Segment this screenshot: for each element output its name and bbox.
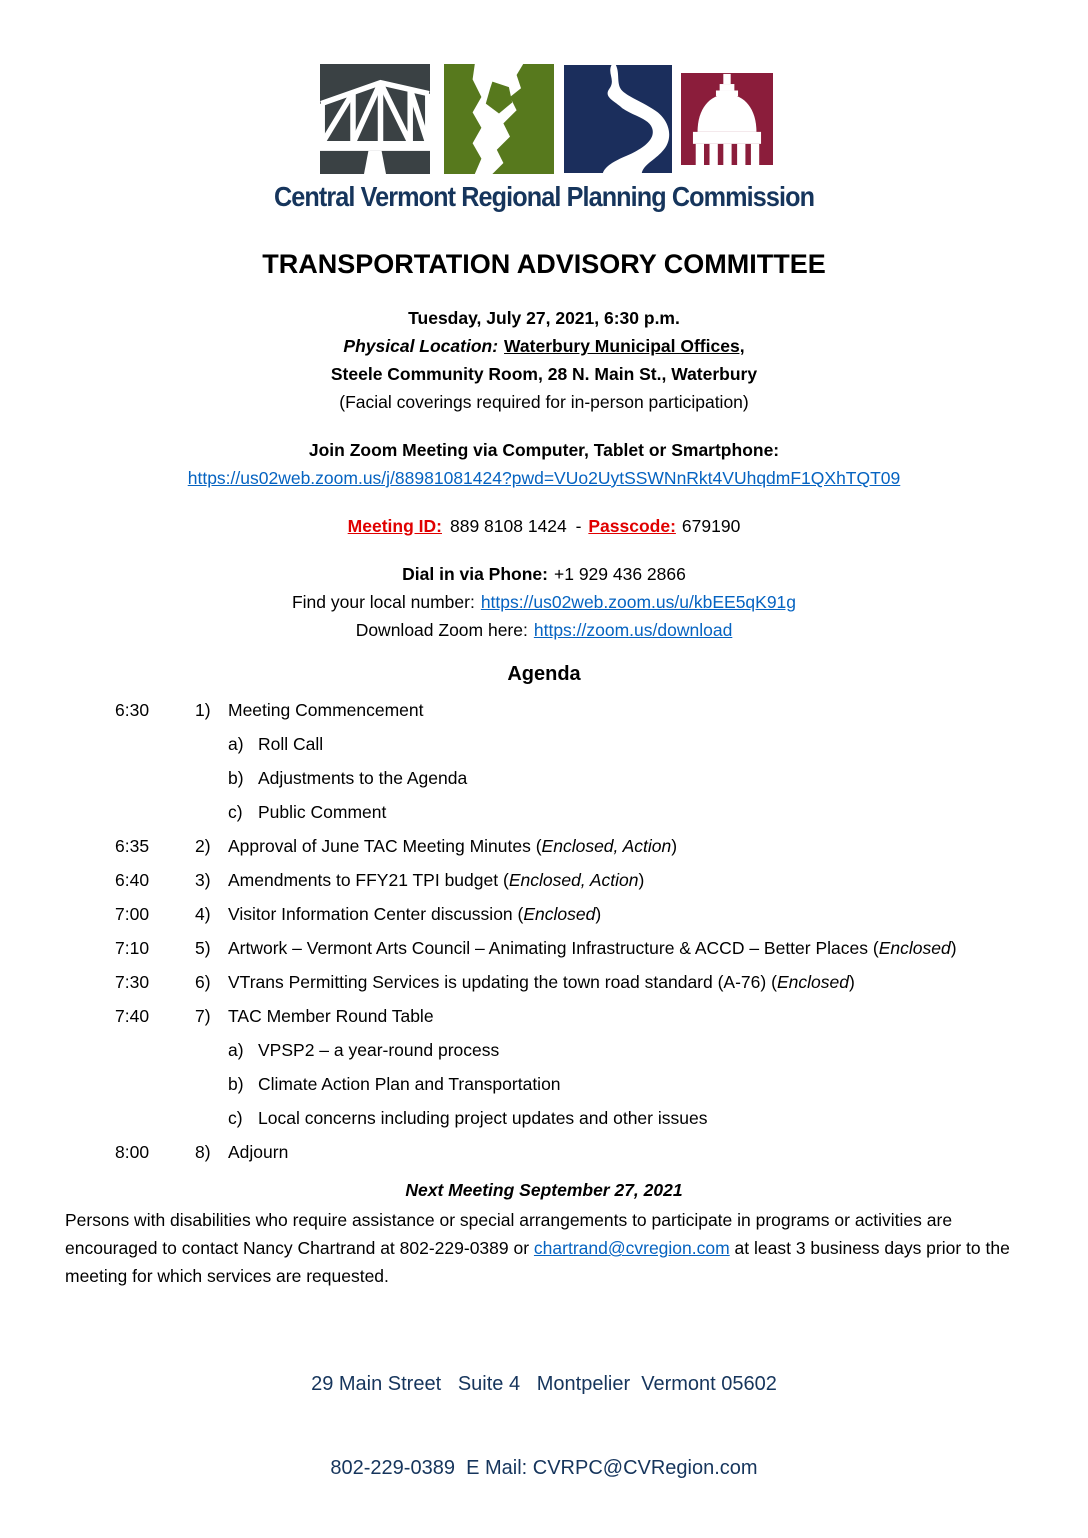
location-label: Physical Location: bbox=[343, 336, 499, 356]
footer-line-2: 802-229-0389 E Mail: CVRPC@CVRegion.com bbox=[330, 1457, 758, 1479]
meeting-id-value: 889 8108 1424 bbox=[449, 516, 567, 536]
local-number-line bbox=[65, 588, 1023, 616]
agenda-text: VPSP2 – a year-round process bbox=[258, 1040, 500, 1060]
agenda-time bbox=[115, 761, 228, 795]
download-label: Download Zoom here: bbox=[355, 620, 528, 640]
agenda-subitem-7a bbox=[65, 1033, 1023, 1067]
agenda-marker: 4) bbox=[195, 904, 211, 924]
agenda-text: Approval of June TAC Meeting Minutes (Enclosed, Action) bbox=[228, 836, 678, 856]
agenda-marker: a) bbox=[228, 1040, 244, 1060]
meeting-id-dash: - bbox=[575, 516, 582, 536]
agenda-item-6 bbox=[65, 965, 1023, 999]
agenda-marker: b) bbox=[228, 1074, 244, 1094]
agenda-item-8 bbox=[65, 1135, 1023, 1169]
accessibility-text-2: at least 3 business days prior to the meeting for which services are requested. bbox=[65, 1238, 1010, 1286]
agenda-time: 7:10 bbox=[115, 938, 150, 958]
dial-in-number: +1 929 436 2866 bbox=[554, 564, 686, 584]
agenda-marker: b) bbox=[228, 768, 244, 788]
footer-line-1: 29 Main Street Suite 4 Montpelier Vermont 05602 bbox=[311, 1373, 777, 1395]
cvrpc-logo bbox=[65, 0, 1023, 213]
agenda-item-7 bbox=[65, 999, 1023, 1033]
agenda-heading: Agenda bbox=[507, 663, 581, 685]
agenda-text: Local concerns including project updates and other issues bbox=[258, 1108, 708, 1128]
agenda-marker: 1) bbox=[195, 700, 211, 720]
meeting-id-label: Meeting ID: bbox=[347, 516, 442, 536]
agenda-marker: 7) bbox=[195, 1006, 211, 1026]
agenda-time: 7:00 bbox=[115, 904, 150, 924]
agenda-item-4 bbox=[65, 897, 1023, 931]
agenda-item-5 bbox=[65, 931, 1023, 965]
agenda-time bbox=[115, 795, 228, 829]
meeting-location-line bbox=[65, 332, 1023, 360]
agenda-marker: 3) bbox=[195, 870, 211, 890]
passcode-value: 679190 bbox=[681, 516, 741, 536]
logo-wordmark: Central Vermont Regional Planning Commission bbox=[273, 181, 815, 212]
next-meeting-note: Next Meeting September 27, 2021 bbox=[405, 1180, 683, 1200]
local-number-label: Find your local number: bbox=[291, 592, 475, 612]
agenda-item-1 bbox=[65, 693, 1023, 727]
download-line bbox=[65, 616, 1023, 644]
zoom-join-heading: Join Zoom Meeting via Computer, Tablet or Smartphone: bbox=[308, 440, 780, 460]
agenda-time bbox=[115, 1033, 228, 1067]
meeting-info bbox=[65, 304, 1023, 416]
agenda-marker: c) bbox=[228, 802, 243, 822]
agenda-marker: c) bbox=[228, 1108, 243, 1128]
agenda-text: Adjustments to the Agenda bbox=[258, 768, 468, 788]
local-number-link[interactable]: https://us02web.zoom.us/u/kbEE5qK91g bbox=[480, 592, 797, 612]
agenda-text: TAC Member Round Table bbox=[228, 1006, 434, 1026]
agenda-time: 8:00 bbox=[115, 1142, 150, 1162]
agenda-text: Climate Action Plan and Transportation bbox=[258, 1074, 561, 1094]
meeting-address: Steele Community Room, 28 N. Main St., Waterbury bbox=[330, 364, 758, 384]
agenda-time: 7:40 bbox=[115, 1006, 150, 1026]
agenda-text: Amendments to FFY21 TPI budget (Enclosed, Action) bbox=[228, 870, 645, 890]
dial-in-label: Dial in via Phone: bbox=[402, 564, 548, 584]
meeting-datetime: Tuesday, July 27, 2021, 6:30 p.m. bbox=[408, 308, 680, 328]
passcode-label: Passcode: bbox=[588, 516, 676, 536]
agenda-text: Roll Call bbox=[258, 734, 324, 754]
download-link[interactable]: https://zoom.us/download bbox=[533, 620, 733, 640]
agenda-text: Adjourn bbox=[228, 1142, 289, 1162]
dial-in-line bbox=[65, 560, 1023, 588]
vermont-map-icon bbox=[443, 64, 555, 174]
agenda-time: 6:35 bbox=[115, 836, 150, 856]
agenda-subitem-1b bbox=[65, 761, 1023, 795]
agenda-subitem-7b bbox=[65, 1067, 1023, 1101]
accessibility-text-1: Persons with disabilities who require assistance or special arrangements to participate in programs or activities are encouraged to contact Nancy Chartrand at 802-229-0389 or bbox=[65, 1210, 953, 1258]
meeting-id-line bbox=[65, 512, 1023, 540]
agenda-subitem-7c bbox=[65, 1101, 1023, 1135]
agenda-item-2 bbox=[65, 829, 1023, 863]
agenda-time: 6:30 bbox=[115, 700, 150, 720]
agenda-subitem-1a bbox=[65, 727, 1023, 761]
logo-tiles bbox=[65, 64, 1023, 174]
agenda-marker: 5) bbox=[195, 938, 211, 958]
covid-note: (Facial coverings required for in-person participation) bbox=[339, 392, 749, 412]
zoom-join-link[interactable]: https://us02web.zoom.us/j/88981081424?pwd=VUo2UytSSWNnRkt4VUhqdmF1QXhTQT09 bbox=[187, 468, 901, 488]
agenda-text: Visitor Information Center discussion (Enclosed) bbox=[228, 904, 602, 924]
agenda-time bbox=[115, 1067, 228, 1101]
bridge-icon bbox=[316, 64, 434, 174]
agenda-time bbox=[115, 1101, 228, 1135]
agenda-time: 6:40 bbox=[115, 870, 150, 890]
footer-address bbox=[65, 1314, 1023, 1538]
agenda-marker: a) bbox=[228, 734, 244, 754]
capitol-dome-icon bbox=[681, 64, 773, 174]
location-value: Waterbury Municipal Offices, bbox=[504, 336, 745, 356]
agenda-item-3 bbox=[65, 863, 1023, 897]
agenda-time bbox=[115, 727, 228, 761]
accessibility-paragraph bbox=[65, 1206, 1023, 1290]
agenda-time: 7:30 bbox=[115, 972, 150, 992]
zoom-join-line bbox=[65, 464, 1023, 492]
agenda-marker: 6) bbox=[195, 972, 211, 992]
agenda-text: Meeting Commencement bbox=[228, 700, 424, 720]
agenda-text: Public Comment bbox=[258, 802, 387, 822]
river-road-icon bbox=[564, 64, 672, 174]
agenda-marker: 2) bbox=[195, 836, 211, 856]
agenda-subitem-1c bbox=[65, 795, 1023, 829]
zoom-info bbox=[65, 436, 1023, 644]
agenda-marker: 8) bbox=[195, 1142, 211, 1162]
page-title: TRANSPORTATION ADVISORY COMMITTEE bbox=[262, 249, 826, 279]
contact-email-link[interactable]: chartrand@cvregion.com bbox=[533, 1238, 730, 1258]
agenda-text: Artwork – Vermont Arts Council – Animating Infrastructure & ACCD – Better Places (Enclosed) bbox=[228, 938, 957, 958]
agenda-text: VTrans Permitting Services is updating the town road standard (A-76) (Enclosed) bbox=[228, 972, 855, 992]
agenda-list bbox=[65, 693, 1023, 1169]
